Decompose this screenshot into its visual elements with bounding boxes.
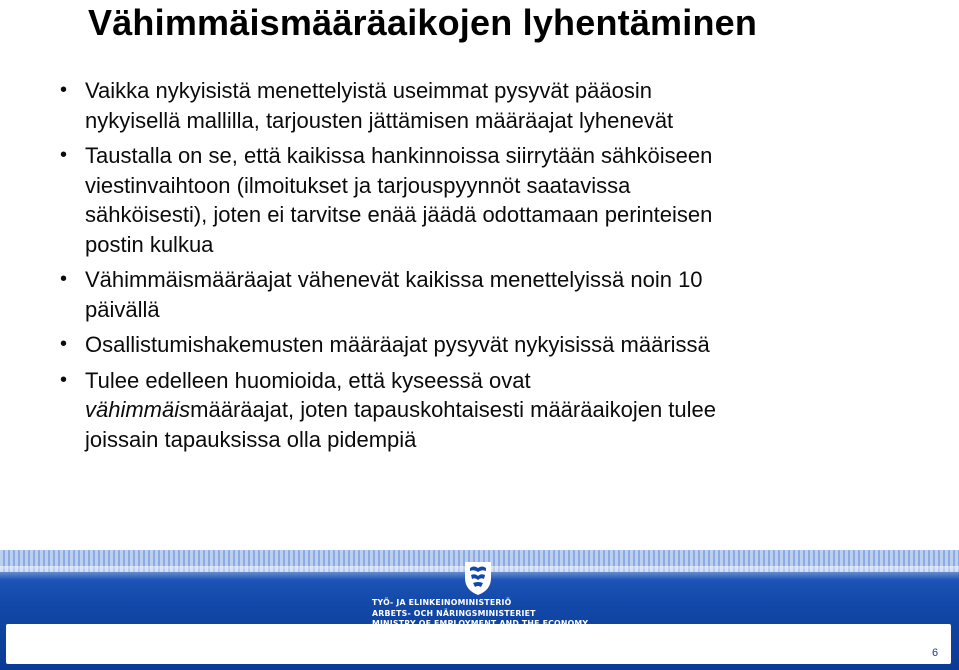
bullet-dot: • (60, 333, 68, 355)
bullet-line: Osallistumishakemusten määräajat pysyvät nykyisissä määrissä (85, 332, 710, 357)
footer-white-strip (6, 624, 951, 664)
lion-crest-icon (461, 556, 495, 596)
slide-title: Vähimmäismääräaikojen lyhentäminen (88, 2, 758, 43)
bullet-line: viestinvaihtoon (ilmoitukset ja tarjouspyynnöt saatavissa (85, 172, 631, 198)
bullet-line-rest: määräajat, joten tapauskohtaisesti määräaikojen tulee (190, 397, 717, 422)
bullet-item (60, 141, 940, 259)
footer-band (0, 550, 959, 670)
bullet-line: Vaikka nykyisistä menettelyistä useimmat pysyvät pääosin (85, 78, 652, 103)
ministry-name-fi: TYÖ- JA ELINKEINOMINISTERIÖ (372, 598, 512, 607)
bullet-line: Vähimmäismääräajat vähenevät kaikissa menettelyissä noin 10 (85, 267, 703, 292)
bullet-line: joissain tapauksissa olla pidempiä (85, 426, 417, 452)
bullet-dot: • (60, 368, 68, 391)
ministry-name-sv: ARBETS- OCH NÄRINGSMINISTERIET (372, 608, 536, 618)
bullet-item (60, 330, 940, 360)
bullet-line: Taustalla on se, että kaikissa hankinnoissa siirrytään sähköiseen (85, 143, 713, 168)
bullet-dot: • (60, 268, 68, 290)
bullet-item (60, 366, 940, 455)
bullet-item (60, 265, 940, 324)
bullet-list (60, 76, 940, 460)
bullet-line: nykyisellä mallilla, tarjousten jättämisen määräajat lyhenevät (85, 107, 674, 133)
bullet-line (85, 395, 940, 425)
bullet-line: Tulee edelleen huomioida, että kyseessä ovat (85, 367, 531, 393)
bullet-dot: • (60, 144, 68, 166)
page-number: 6 (932, 647, 939, 659)
bullet-line: päivällä (85, 296, 160, 322)
italic-emphasis: vähimmäis (85, 397, 191, 422)
bullet-dot: • (60, 79, 68, 101)
bullet-line: sähköisesti), joten ei tarvitse enää jäädä odottamaan perinteisen (85, 202, 713, 227)
bullet-line: postin kulkua (85, 231, 214, 257)
bullet-item (60, 76, 940, 135)
